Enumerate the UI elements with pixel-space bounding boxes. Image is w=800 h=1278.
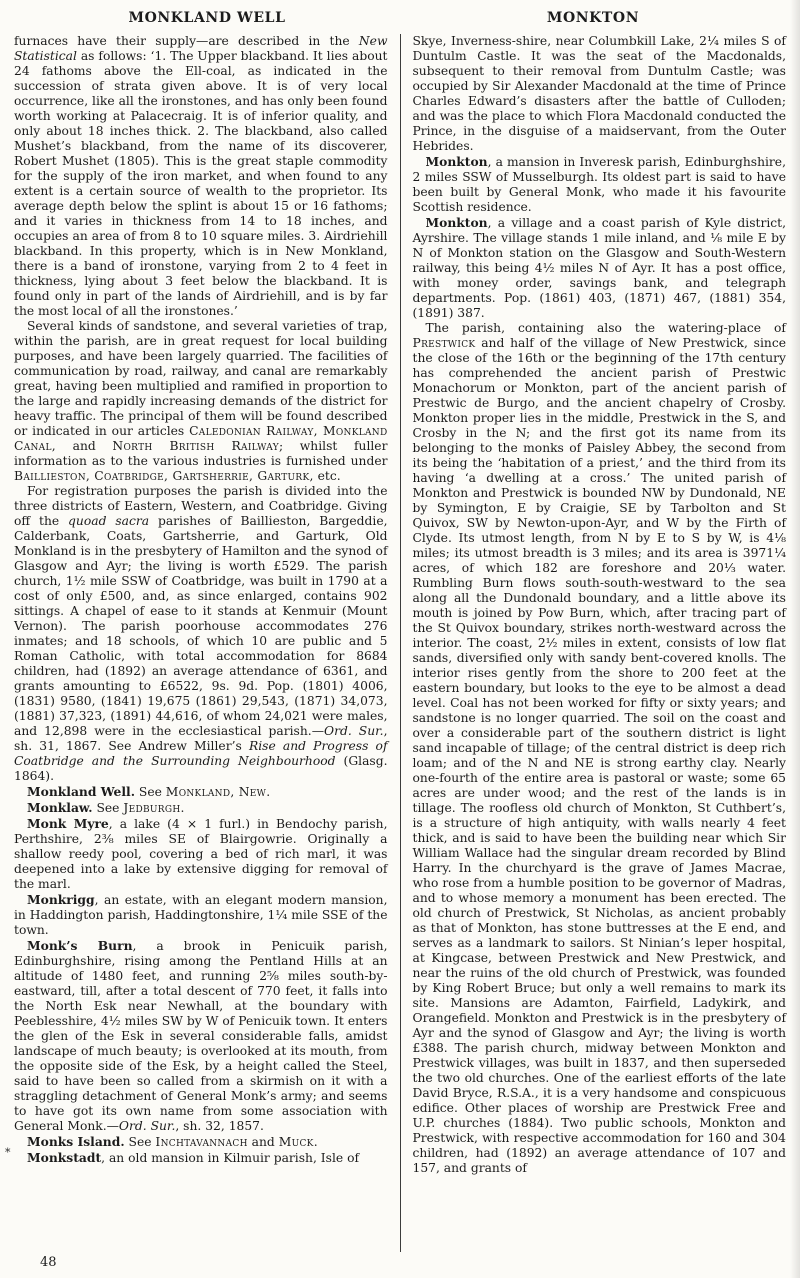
left-column xyxy=(14,34,388,1252)
text-segment: Jedburgh xyxy=(123,801,181,815)
text-segment: and half of the village of New Prestwick, since the close of the 16th or the beginning of the 17th century has comprehended the ancient parish of Prestwic Monachorum or Monkton, part of the ancient parish of Prestwic de Burgo, and the ancient chapelry of Crosby. Monkton proper lies in the middle, Prestwick in the S, and Crosby in the N; and the first got its name from its belonging to the monks of Paisley Abbey, the second from its being the ‘habitation of a priest,’ and the third from its having ‘a dwelling at a cross.’ The united parish of Monkton and Prestwick is bounded NW by Dundonald, NE by Symington, E by Craigie, SE by Tarbolton and St Quivox, SW by Newton-upon-Ayr, and W by the Firth of Clyde. Its utmost length, from N by E to S by W, is 4⅛ miles; its utmost breadth is 3 miles; and its area is 3971¼ acres, of which 182 are foreshore and 20⅓ water. Rumbling Burn flows south-south-westward to the sea along all the Dundonald boundary, and a little above its mouth is joined by Pow Burn, which, after tracing part of the St Quivox boundary, strikes north-westward across the interior. The coast, 2½ miles in extent, consists of low flat sands, diversified only with sandy bent-covered knolls. The interior rises gently from the shore to 200 feet at the eastern boundary, but looks to the eye to be almost a dead level. Coal has not been worked for fifty or sixty years; and sandstone is no longer quarried. The soil on the coast and over a considerable part of the southern district is light sand incapable of tillage; of the central district is deep rich loam; and of the N and NE is strong earthy clay. Nearly one-fourth of the entire area is pastoral or waste; some 65 acres are under wood; and the rest of the lands is in tillage. The roofless old church of Monkton, St Cuthbert’s, is a structure of high antiquity, with walls nearly 4 feet thick, and is said to have been the building near which Sir William Wallace had the singular dream recorded by Blind Harry. In the churchyard is the grave of James Macrae, who rose from a humble position to be governor of Madras, and to whose memory a monument has been erected. The old church of Prestwick, St Nicholas, as ancient probably as that of Monkton, has stone buttresses at the E end, and serves as a landmark to sailors. St Ninian’s leper hospital, at Kingcase, between Prestwick and New Prestwick, and near the ruins of the old church of Prestwick, was founded by King Robert Bruce; but only a well remains to mark its site. Mansions are Adamton, Fairfield, Ladykirk, and Orangefield. Monkton and Prestwick is in the presbytery of Ayr and the synod of Glasgow and Ayr; the living is worth £388. The parish church, midway between Monkton and Prestwick villages, was built in 1837, and then superseded the two old churches. One of the earliest efforts of the late David Bryce, R.S.A., it is a very handsome and conspicuous edifice. Other places of worship are Prestwick Free and U.P. churches (1884). Two public schools, Monkton and Prestwick, with respective accommodation for 160 and 304 children, had (1892) an average attendance of 107 and 157, and grants of xyxy=(412,336,786,1175)
text-segment: The parish, containing also the watering-place of xyxy=(425,321,786,335)
entry-paragraph xyxy=(14,784,388,800)
text-segment: See xyxy=(124,1135,156,1149)
text-columns xyxy=(14,34,786,1252)
entry-paragraph xyxy=(14,800,388,816)
text-segment: , sh. 31, 1867. See Andrew Miller’s xyxy=(14,724,388,753)
entry-paragraph xyxy=(14,892,388,938)
text-segment: , a mansion in Inveresk parish, Edinburghshire, 2 miles SSW of Musselburgh. Its oldest part is said to have been built by General Monk, who made it his favourite Scottish residence. xyxy=(412,155,786,214)
text-segment: Ord. Sur. xyxy=(324,724,384,738)
text-segment: Inchtavannach xyxy=(155,1135,248,1149)
text-segment: as follows: ‘1. The Upper blackband. It lies about 24 fathoms above the Ell-coal, as indicated in the succession of strata given above. It is of very local occurrence, like all the ironstones, and has only been found worth working at Palacecraig. It is of inferior quality, and only about 18 inches thick. 2. The blackband, also called Mushet’s blackband, from the name of its discoverer, Robert Mushet (1805). This is the great staple commodity for the supply of the iron market, and when found to any extent is a certain source of wealth to the proprietor. Its average depth below the splint is about 15 or 16 fathoms; and it varies in thickness from 14 to 18 inches, and occupies an area of from 8 to 10 square miles. 3. Airdriehill blackband. In this property, which is in New Monkland, there is a band of ironstone, varying from 2 to 4 feet in thickness, lying about 3 feet below the blackband. It is found only in part of the lands of Airdriehill, and is by far the most local of all the ironstones.’ xyxy=(14,49,388,318)
text-segment: ; whilst fuller information as to the various industries is furnished under xyxy=(14,439,388,468)
text-segment: Prestwick xyxy=(412,336,476,350)
entry-title: Monkland Well. xyxy=(27,784,135,799)
text-segment: Muck xyxy=(278,1135,314,1149)
entry-title: Monks Island. xyxy=(27,1134,125,1149)
text-segment: , a lake (4 × 1 furl.) in Bendochy parish, Perthshire, 2⅜ miles SE of Blairgowrie. Originally a shallow reedy pool, covering a bed of rich marl, it was deepened into a lake by extensive digging for removal of the marl. xyxy=(14,817,388,891)
text-segment: . xyxy=(180,801,185,815)
entry-title: Monkton xyxy=(425,154,488,169)
text-segment: See xyxy=(92,801,124,815)
entry-paragraph xyxy=(413,34,787,154)
entry-title: Monkrigg xyxy=(27,892,95,907)
text-segment: and xyxy=(247,1135,279,1149)
margin-mark: * xyxy=(5,1146,11,1159)
entry-paragraph xyxy=(14,1134,388,1150)
text-segment: and xyxy=(55,439,113,453)
entry-title: Monklaw. xyxy=(27,800,93,815)
entry-title: Monk Myre xyxy=(27,816,109,831)
text-segment: Ord. Sur. xyxy=(118,1119,176,1133)
text-segment: New Statistical xyxy=(14,34,388,63)
text-segment: parishes of Baillieston, Bargeddie, Calderbank, Coats, Gartsherrie, and Garturk, Old Monkland is in the presbytery of Hamilton and the synod of Glasgow and Ayr; the living is worth £529. The parish church, 1½ mile SSW of Coatbridge, was built in 1790 at a cost of only £500, and, as since enlarged, contains 902 sittings. A chapel of ease to it stands at Kenmuir (Mount Vernon). The parish poorhouse accommodates 276 inmates; and 18 schools, of which 10 are public and 5 Roman Catholic, with total accommodation for 8684 children, had (1892) an average attendance of 6361, and grants amounting to £6522, 9s. 9d. Pop. (1801) 4006, (1831) 9580, (1841) 19,675 (1861) 29,543, (1871) 34,073, (1881) 37,323, (1891) 44,616, of whom 24,021 were males, and 12,898 were in the ecclesiastical parish.— xyxy=(14,514,388,738)
text-segment: Caledonian Railway, Monkland Canal, xyxy=(14,424,388,453)
text-segment: , an estate, with an elegant modern mansion, in Haddington parish, Haddingtonshire, 1¼ mile SSE of the town. xyxy=(14,893,388,937)
entry-paragraph xyxy=(14,938,388,1134)
entry-title: Monkstadt xyxy=(27,1150,102,1165)
running-head-left: MONKLAND WELL xyxy=(128,10,286,26)
text-segment: Monkland, New xyxy=(165,785,267,799)
text-segment: etc. xyxy=(313,469,341,483)
text-segment: furnaces have their supply—are described in the xyxy=(14,34,359,48)
right-column xyxy=(413,34,787,1252)
text-segment: , an old mansion in Kilmuir parish, Isle of xyxy=(101,1151,360,1165)
text-segment: Rise and Progress of Coatbridge and the Surrounding Neighbourhood xyxy=(14,739,388,768)
column-divider-rule xyxy=(400,34,401,1252)
text-segment: For registration purposes the parish is divided into the three districts of Eastern, Western, and Coatbridge. Giving off the xyxy=(14,484,388,528)
text-segment: , sh. 32, 1857. xyxy=(175,1119,264,1133)
text-segment: North British Railway xyxy=(112,439,279,453)
entry-paragraph xyxy=(413,154,787,215)
text-segment: Baillieston, Coatbridge, Gartsherrie, Garturk, xyxy=(14,469,314,483)
entry-paragraph xyxy=(413,321,787,1176)
text-segment: , a village and a coast parish of Kyle district, Ayrshire. The village stands 1 mile inland, and ⅛ mile E by N of Monkton station on the Glasgow and South-Western railway, this being 4½ miles N of Ayr. It has a post office, with money order, savings bank, and telegraph departments. Pop. (1861) 403, (1871) 467, (1881) 354, (1891) 387. xyxy=(412,216,786,320)
entry-paragraph xyxy=(14,319,388,484)
text-segment: Skye, Inverness-shire, near Columbkill Lake, 2¼ miles S of Duntulm Castle. It was the seat of the Macdonalds, subsequent to their removal from Duntulm Castle; was occupied by Sir Alexander Macdonald at the time of Prince Charles Edward’s disasters after the battle of Culloden; and was the place to which Flora Macdonald conducted the Prince, in the disguise of a maidservant, from the Outer Hebrides. xyxy=(412,34,786,153)
text-segment: Several kinds of sandstone, and several varieties of trap, within the parish, are in great request for local building purposes, and have been largely quarried. The facilities of communication by road, railway, and canal are remarkably great, having been multiplied and ramified in proportion to the large and rapidly increasing demands of the district for heavy traffic. The principal of them will be found described or indicated in our articles xyxy=(14,319,388,438)
entry-title: Monk’s Burn xyxy=(27,938,133,953)
entry-paragraph xyxy=(14,34,388,319)
page-number: 48 xyxy=(40,1255,57,1270)
text-segment: quoad sacra xyxy=(68,514,150,528)
entry-paragraph xyxy=(14,816,388,892)
running-heads xyxy=(14,10,786,26)
entry-paragraph xyxy=(14,1150,388,1166)
entry-paragraph xyxy=(14,484,388,784)
entry-title: Monkton xyxy=(425,215,488,230)
text-segment: , a brook in Penicuik parish, Edinburghshire, rising among the Pentland Hills at an altitude of 1480 feet, and running 2⅝ miles south-by-eastward, till, after a total descent of 770 feet, it falls into the North Esk near Newhall, at the boundary with Peeblesshire, 4½ miles SW by W of Penicuik town. It enters the glen of the Esk in several considerable falls, amidst landscape of much beauty; is overlooked at its mouth, from the opposite side of the Esk, by a height called the Steel, said to have been so called from a skirmish on it with a straggling detachment of General Monk’s army; and seems to have got its own name from some association with General Monk.— xyxy=(14,939,388,1133)
entry-paragraph xyxy=(413,215,787,321)
text-segment: . xyxy=(266,785,271,799)
text-segment: (Glasg. 1864). xyxy=(14,754,388,783)
text-segment: . xyxy=(313,1135,318,1149)
running-head-right: MONKTON xyxy=(546,10,640,26)
text-segment: See xyxy=(135,785,166,799)
